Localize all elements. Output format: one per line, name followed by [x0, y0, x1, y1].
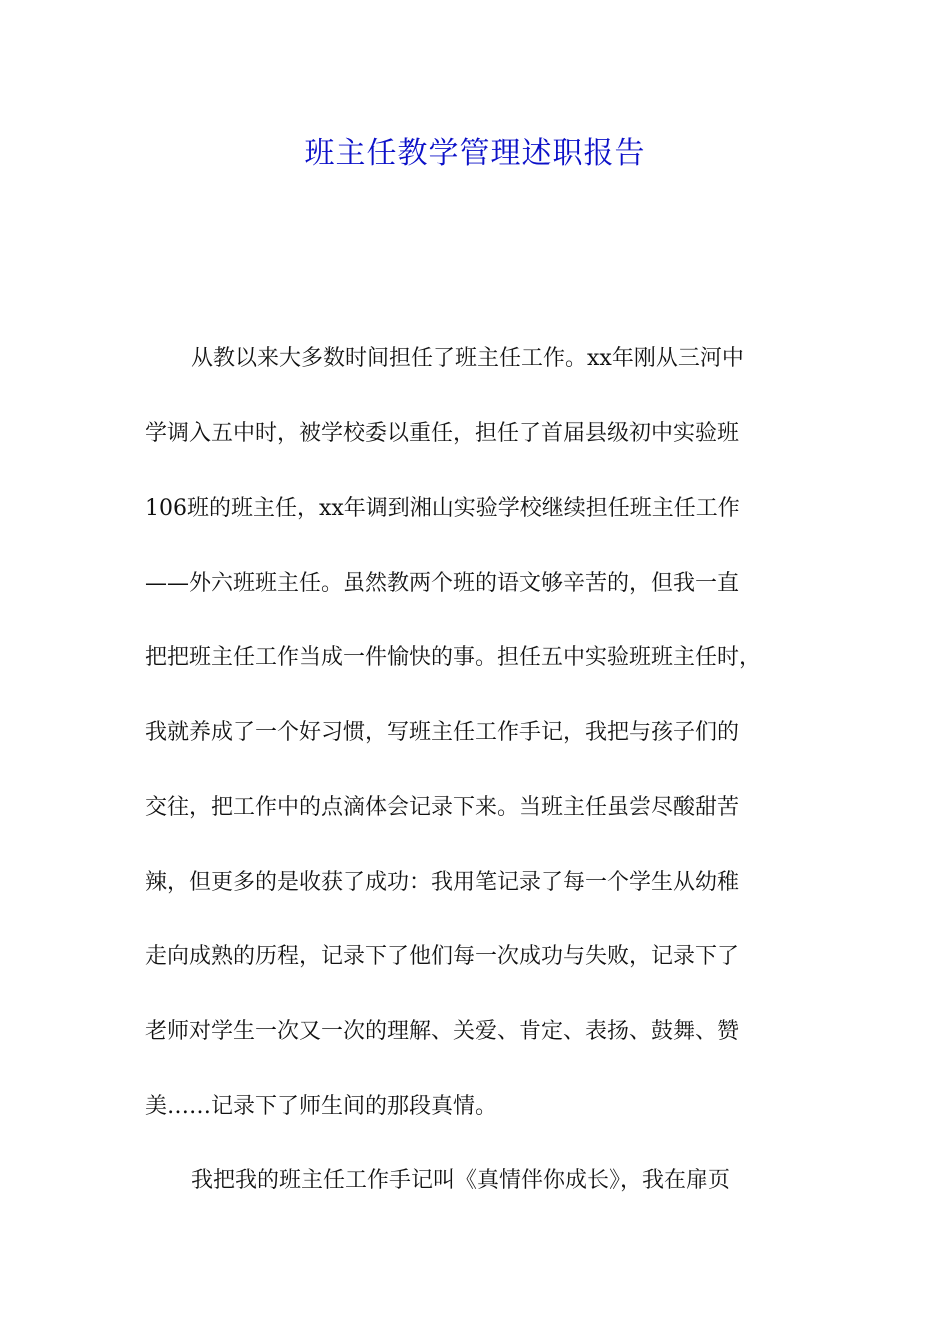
- paragraph-line: 辣，但更多的是收获了成功：我用笔记录了每一个学生从幼稚: [145, 870, 740, 895]
- paragraph-1: [145, 339, 805, 1119]
- paragraph-line: 走向成熟的历程，记录下了他们每一次成功与失败，记录下了: [145, 944, 740, 969]
- paragraph-line: 我就养成了一个好习惯，写班主任工作手记，我把与孩子们的: [145, 720, 740, 745]
- paragraph-line: 我把我的班主任工作手记叫《真情伴你成长》，我在扉页: [191, 1168, 731, 1193]
- paragraph-line: 美……记录下了师生间的那段真情。: [145, 1094, 498, 1119]
- paragraph-line: 老师对学生一次又一次的理解、关爱、肯定、表扬、鼓舞、赞: [145, 1019, 740, 1044]
- paragraph-2: [145, 1161, 805, 1201]
- paragraph-line: 从教以来大多数时间担任了班主任工作。xx年刚从三河中: [191, 346, 744, 371]
- paragraph-line: 学调入五中时，被学校委以重任，担任了首届县级初中实验班: [145, 421, 740, 446]
- paragraph-line: 106班的班主任，xx年调到湘山实验学校继续担任班主任工作: [145, 496, 740, 521]
- paragraph-line: 把把班主任工作当成一件愉快的事。担任五中实验班班主任时，: [145, 645, 762, 670]
- paragraph-line: ——外六班班主任。虽然教两个班的语文够辛苦的，但我一直: [145, 571, 740, 596]
- paragraph-line: 交往，把工作中的点滴体会记录下来。当班主任虽尝尽酸甜苦: [145, 795, 740, 820]
- document-title: 班主任教学管理述职报告: [304, 136, 646, 171]
